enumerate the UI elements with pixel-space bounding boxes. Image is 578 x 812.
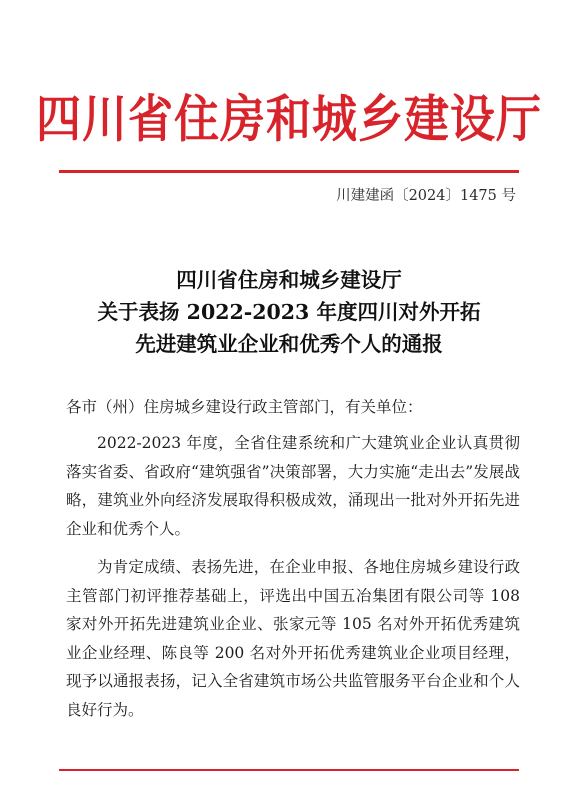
body-paragraph-1: 2022-2023 年度，全省住建系统和广大建筑业企业认真贯彻落实省委、省政府“建筑强省”决策部署，大力实施“走出去”发展战略，建筑业外向经济发展取得积极成效，涌现出一批对外开拓先进企业和优秀个人。 [66, 434, 520, 538]
title-line-3: 先进建筑业企业和优秀个人的通报 [135, 332, 443, 356]
footer-red-rule [59, 769, 519, 771]
body-paragraph-2: 为肯定成绩、表扬先进，在企业申报、各地住房城乡建设行政主管部门初评推荐基础上，评选出中国五冶集团有限公司等 108 家对外开拓先进建筑业企业、张家元等 105 名对外开拓优秀建筑业企业经理、陈良等 200 名对外开拓优秀建筑业企业项目经理，现予以通报表扬，记入全省建筑市场公共监管服务平台企业和个人良好行为。 [66, 558, 520, 719]
masthead-red-rule [59, 170, 519, 173]
document-body [66, 397, 520, 724]
addressee-line: 各市（州）住房城乡建设行政主管部门，有关单位： [66, 398, 423, 416]
document-title [0, 264, 578, 360]
masthead-org-name: 四川省住房和城乡建设厅 [35, 89, 542, 149]
title-line-2: 关于表扬 2022-2023 年度四川对外开拓 [97, 300, 481, 324]
title-line-1: 四川省住房和城乡建设厅 [176, 268, 402, 292]
document-number: 川建建函〔2024〕1475 号 [336, 188, 516, 204]
